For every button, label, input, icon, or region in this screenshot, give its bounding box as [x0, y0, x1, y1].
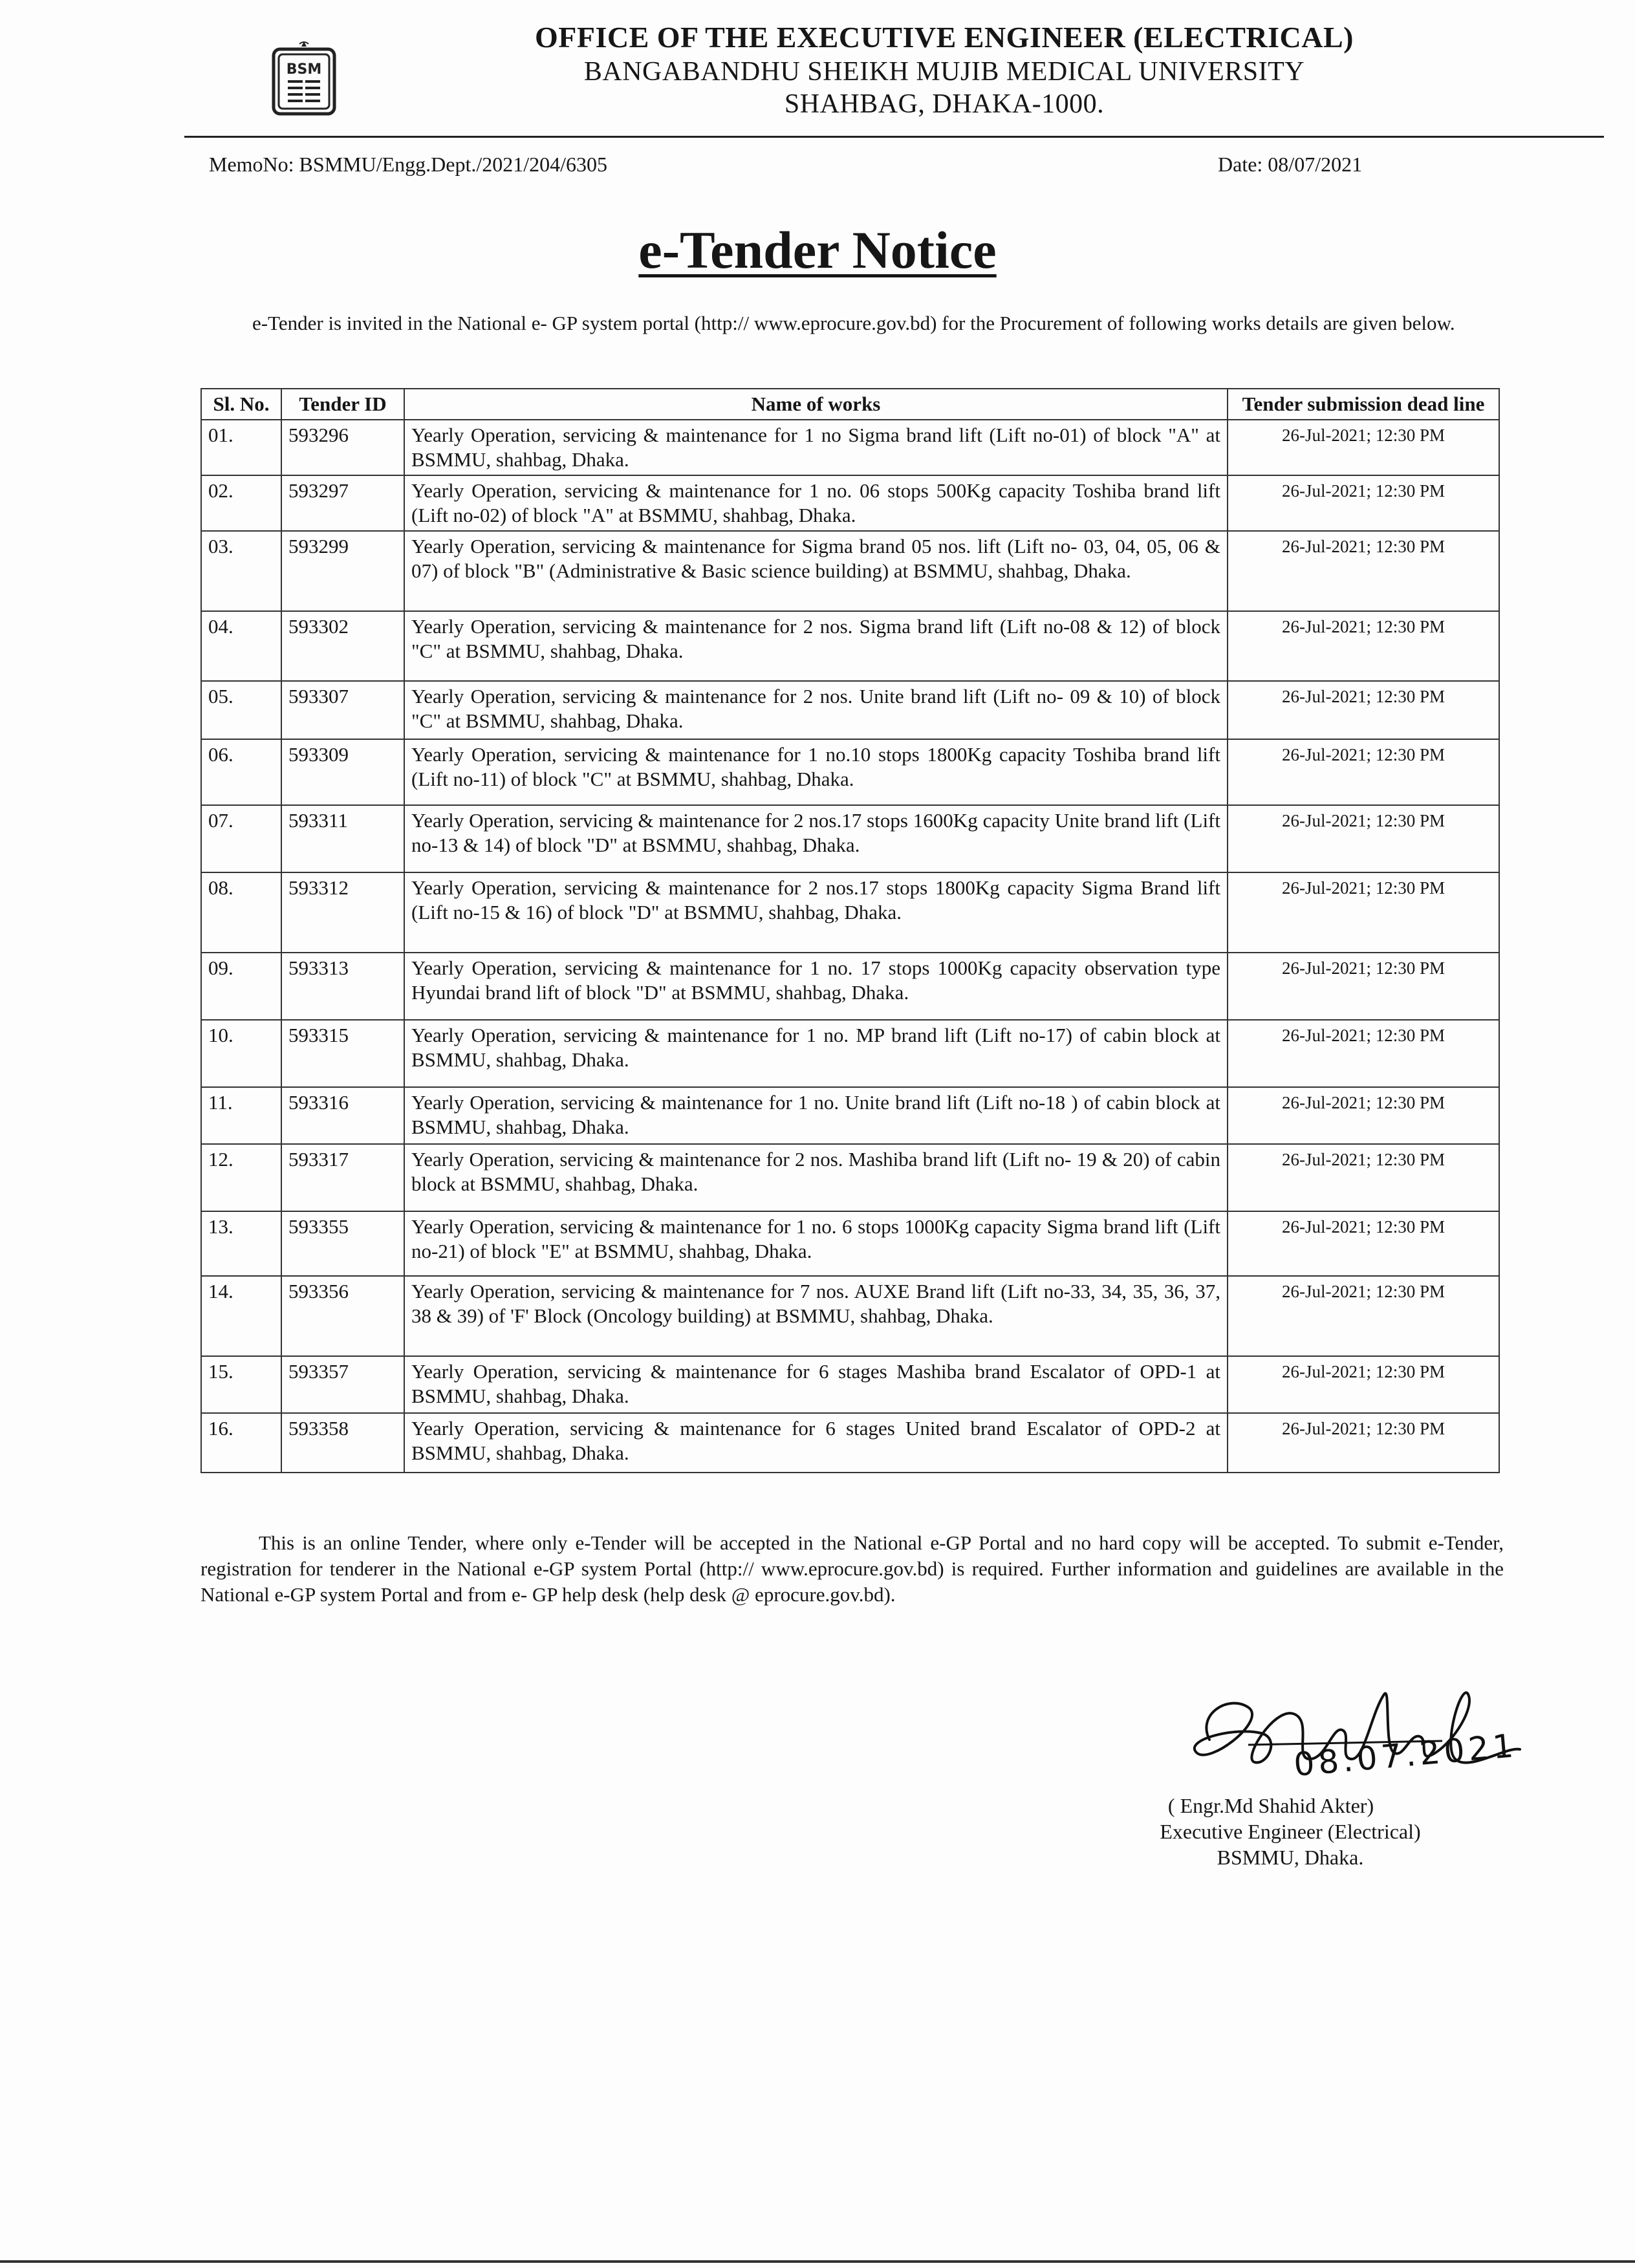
cell-sl: 04.	[201, 611, 281, 681]
cell-deadline: 26-Jul-2021; 12:30 PM	[1228, 805, 1499, 872]
university-name: BANGABANDHU SHEIKH MUJIB MEDICAL UNIVERSITY	[583, 57, 1305, 87]
cell-work: Yearly Operation, servicing & maintenance for 6 stages United brand Escalator of OPD-2 at BSMMU, shahbag, Dhaka.	[404, 1413, 1228, 1473]
cell-tender-id: 593312	[281, 872, 404, 953]
cell-work: Yearly Operation, servicing & maintenance for 2 nos. Unite brand lift (Lift no- 09 & 10) of block "C" at BSMMU, shahbag, Dhaka.	[404, 681, 1228, 739]
cell-sl: 16.	[201, 1413, 281, 1473]
cell-deadline: 26-Jul-2021; 12:30 PM	[1228, 872, 1499, 953]
cell-tender-id: 593307	[281, 681, 404, 739]
svg-text:BSM: BSM	[286, 61, 322, 78]
cell-work: Yearly Operation, servicing & maintenance for 6 stages Mashiba brand Escalator of OPD-1 at BSMMU, shahbag, Dhaka.	[404, 1356, 1228, 1413]
table-row	[201, 681, 1499, 739]
cell-deadline: 26-Jul-2021; 12:30 PM	[1228, 739, 1499, 805]
office-header	[362, 19, 1526, 120]
table-row	[201, 805, 1499, 872]
cell-tender-id: 593315	[281, 1020, 404, 1087]
cell-tender-id: 593299	[281, 531, 404, 611]
cell-deadline: 26-Jul-2021; 12:30 PM	[1228, 1020, 1499, 1087]
cell-sl: 03.	[201, 531, 281, 611]
footer-paragraph: This is an online Tender, where only e-Tender will be accepted in the National e-GP Portal and no hard copy will be accepted. To submit e-Tender, registration for tenderer in the National e-GP system Portal (http:// www.eprocure.gov.bd) is required. Further information and guidelines are available in the National e-GP system Portal and from e- GP help desk (help desk @ eprocure.gov.bd).	[200, 1531, 1504, 1606]
office-name: OFFICE OF THE EXECUTIVE ENGINEER (ELECTRICAL)	[535, 21, 1354, 54]
col-header-sl: Sl. No.	[201, 389, 281, 420]
cell-work: Yearly Operation, servicing & maintenance for 1 no.10 stops 1800Kg capacity Toshiba brand lift (Lift no-11) of block "C" at BSMMU, shahbag, Dhaka.	[404, 739, 1228, 805]
signatory-office: BSMMU, Dhaka.	[1217, 1846, 1364, 1869]
cell-work: Yearly Operation, servicing & maintenance for 2 nos. Sigma brand lift (Lift no-08 & 12) of block "C" at BSMMU, shahbag, Dhaka.	[404, 611, 1228, 681]
cell-deadline: 26-Jul-2021; 12:30 PM	[1228, 420, 1499, 475]
cell-deadline: 26-Jul-2021; 12:30 PM	[1228, 1144, 1499, 1211]
cell-tender-id: 593357	[281, 1356, 404, 1413]
cell-sl: 02.	[201, 475, 281, 531]
cell-deadline: 26-Jul-2021; 12:30 PM	[1228, 531, 1499, 611]
cell-work: Yearly Operation, servicing & maintenance for 2 nos. Mashiba brand lift (Lift no- 19 & 20) of cabin block at BSMMU, shahbag, Dhaka.	[404, 1144, 1228, 1211]
cell-sl: 13.	[201, 1211, 281, 1276]
cell-deadline: 26-Jul-2021; 12:30 PM	[1228, 681, 1499, 739]
table-row	[201, 1356, 1499, 1413]
cell-tender-id: 593317	[281, 1144, 404, 1211]
cell-sl: 14.	[201, 1276, 281, 1356]
table-row	[201, 1144, 1499, 1211]
cell-deadline: 26-Jul-2021; 12:30 PM	[1228, 1413, 1499, 1473]
cell-tender-id: 593358	[281, 1413, 404, 1473]
cell-tender-id: 593313	[281, 953, 404, 1020]
table-row	[201, 953, 1499, 1020]
cell-sl: 06.	[201, 739, 281, 805]
signatory-block	[1112, 1793, 1468, 1870]
cell-sl: 01.	[201, 420, 281, 475]
cell-deadline: 26-Jul-2021; 12:30 PM	[1228, 1211, 1499, 1276]
cell-sl: 12.	[201, 1144, 281, 1211]
table-row	[201, 872, 1499, 953]
cell-sl: 08.	[201, 872, 281, 953]
signatory-name: ( Engr.Md Shahid Akter)	[1167, 1794, 1374, 1817]
table-row	[201, 1020, 1499, 1087]
memo-number: MemoNo: BSMMU/Engg.Dept./2021/204/6305	[209, 153, 608, 176]
cell-deadline: 26-Jul-2021; 12:30 PM	[1228, 953, 1499, 1020]
cell-tender-id: 593309	[281, 739, 404, 805]
table-row	[201, 1087, 1499, 1144]
table-row	[201, 611, 1499, 681]
cell-deadline: 26-Jul-2021; 12:30 PM	[1228, 1087, 1499, 1144]
col-header-tender-id: Tender ID	[281, 389, 404, 420]
cell-tender-id: 593355	[281, 1211, 404, 1276]
table-row	[201, 1276, 1499, 1356]
cell-work: Yearly Operation, servicing & maintenance for Sigma brand 05 nos. lift (Lift no- 03, 04, 05, 06 & 07) of block "B" (Administrative & Basic science building) at BSMMU, shahbag, Dhaka.	[404, 531, 1228, 611]
cell-sl: 11.	[201, 1087, 281, 1144]
cell-work: Yearly Operation, servicing & maintenance for 2 nos.17 stops 1800Kg capacity Sigma Brand lift (Lift no-15 & 16) of block "D" at BSMMU, shahbag, Dhaka.	[404, 872, 1228, 953]
cell-deadline: 26-Jul-2021; 12:30 PM	[1228, 475, 1499, 531]
cell-deadline: 26-Jul-2021; 12:30 PM	[1228, 611, 1499, 681]
cell-work: Yearly Operation, servicing & maintenance for 1 no. MP brand lift (Lift no-17) of cabin block at BSMMU, shahbag, Dhaka.	[404, 1020, 1228, 1087]
university-logo-icon	[268, 40, 340, 118]
signature-date: 08.07.2021	[1292, 1727, 1519, 1784]
cell-work: Yearly Operation, servicing & maintenance for 1 no. 06 stops 500Kg capacity Toshiba brand lift (Lift no-02) of block "A" at BSMMU, shahbag, Dhaka.	[404, 475, 1228, 531]
intro-paragraph: e-Tender is invited in the National e- GP system portal (http:// www.eprocure.gov.bd) for the Procurement of following works details are given below.	[252, 312, 1455, 334]
cell-deadline: 26-Jul-2021; 12:30 PM	[1228, 1276, 1499, 1356]
table-row	[201, 420, 1499, 475]
cell-deadline: 26-Jul-2021; 12:30 PM	[1228, 1356, 1499, 1413]
cell-work: Yearly Operation, servicing & maintenance for 1 no Sigma brand lift (Lift no-01) of block "A" at BSMMU, shahbag, Dhaka.	[404, 420, 1228, 475]
cell-work: Yearly Operation, servicing & maintenance for 1 no. 17 stops 1000Kg capacity observation type Hyundai brand lift of block "D" at BSMMU, shahbag, Dhaka.	[404, 953, 1228, 1020]
signatory-designation: Executive Engineer (Electrical)	[1160, 1820, 1421, 1843]
tender-table	[200, 388, 1500, 1473]
table-header-row	[201, 389, 1499, 420]
cell-tender-id: 593356	[281, 1276, 404, 1356]
page-bottom-edge	[0, 2260, 1635, 2263]
university-address: SHAHBAG, DHAKA-1000.	[784, 89, 1105, 119]
table-row	[201, 739, 1499, 805]
col-header-deadline: Tender submission dead line	[1228, 389, 1499, 420]
notice-date: Date: 08/07/2021	[1218, 153, 1363, 176]
cell-tender-id: 593311	[281, 805, 404, 872]
page-title: e-Tender Notice	[638, 221, 997, 279]
cell-tender-id: 593316	[281, 1087, 404, 1144]
table-row	[201, 531, 1499, 611]
cell-work: Yearly Operation, servicing & maintenance for 2 nos.17 stops 1600Kg capacity Unite brand lift (Lift no-13 & 14) of block "D" at BSMMU, shahbag, Dhaka.	[404, 805, 1228, 872]
cell-sl: 09.	[201, 953, 281, 1020]
col-header-name-of-works: Name of works	[404, 389, 1228, 420]
table-row	[201, 1211, 1499, 1276]
cell-tender-id: 593302	[281, 611, 404, 681]
cell-tender-id: 593297	[281, 475, 404, 531]
table-row	[201, 475, 1499, 531]
cell-tender-id: 593296	[281, 420, 404, 475]
header-divider	[184, 136, 1604, 138]
cell-sl: 07.	[201, 805, 281, 872]
cell-sl: 10.	[201, 1020, 281, 1087]
cell-sl: 05.	[201, 681, 281, 739]
cell-work: Yearly Operation, servicing & maintenance for 7 nos. AUXE Brand lift (Lift no-33, 34, 35, 36, 37, 38 & 39) of 'F' Block (Oncology building) at BSMMU, shahbag, Dhaka.	[404, 1276, 1228, 1356]
cell-work: Yearly Operation, servicing & maintenance for 1 no. 6 stops 1000Kg capacity Sigma brand lift (Lift no-21) of block "E" at BSMMU, shahbag, Dhaka.	[404, 1211, 1228, 1276]
cell-work: Yearly Operation, servicing & maintenance for 1 no. Unite brand lift (Lift no-18 ) of cabin block at BSMMU, shahbag, Dhaka.	[404, 1087, 1228, 1144]
table-row	[201, 1413, 1499, 1473]
cell-sl: 15.	[201, 1356, 281, 1413]
